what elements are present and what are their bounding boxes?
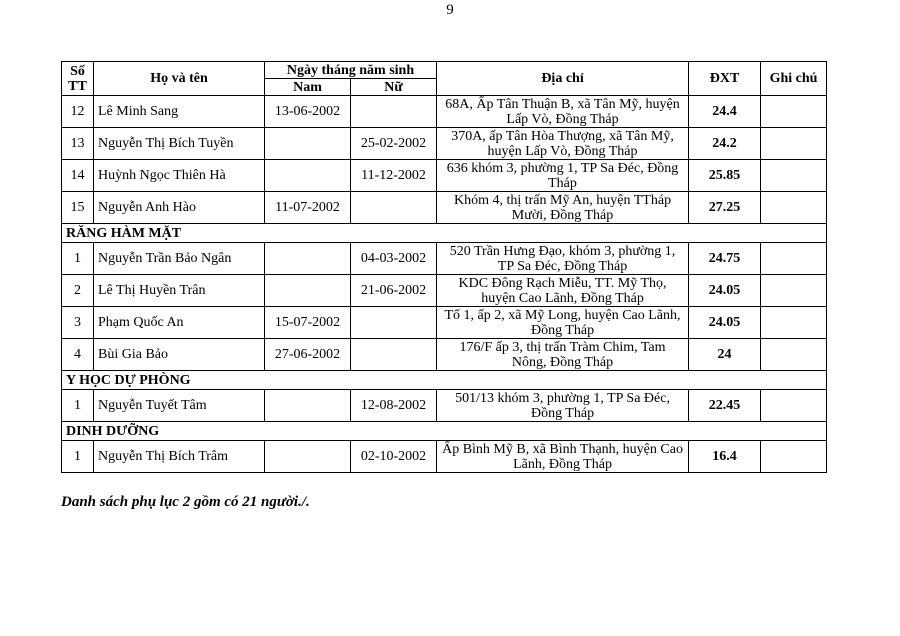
- row-number: 15: [62, 192, 94, 224]
- birth-date-male: [265, 275, 351, 307]
- score: 24.2: [689, 128, 761, 160]
- birth-date-male: 15-07-2002: [265, 307, 351, 339]
- row-number: 1: [62, 243, 94, 275]
- birth-date-female: 02-10-2002: [351, 441, 437, 473]
- birth-date-male: [265, 441, 351, 473]
- row-number: 4: [62, 339, 94, 371]
- note: [761, 96, 827, 128]
- full-name: Nguyễn Thị Bích Tuyền: [94, 128, 265, 160]
- section-header-row: [62, 224, 827, 243]
- note: [761, 441, 827, 473]
- birth-date-female: [351, 307, 437, 339]
- row-number: 14: [62, 160, 94, 192]
- page-number: 9: [446, 2, 454, 18]
- full-name: Nguyễn Trần Bảo Ngân: [94, 243, 265, 275]
- note: [761, 128, 827, 160]
- section-title: Y HỌC DỰ PHÒNG: [62, 371, 827, 390]
- row-number: 12: [62, 96, 94, 128]
- full-name: Nguyễn Tuyết Tâm: [94, 390, 265, 422]
- address: KDC Đông Rạch Miễu, TT. Mỹ Thọ, huyện Cao Lãnh, Đồng Tháp: [437, 275, 689, 307]
- header-male: Nam: [265, 79, 351, 96]
- address: 370A, ấp Tân Hòa Thượng, xã Tân Mỹ, huyện Lấp Vò, Đồng Tháp: [437, 128, 689, 160]
- score: 16.4: [689, 441, 761, 473]
- header-no: Số TT: [62, 62, 94, 96]
- table-row: [62, 128, 827, 160]
- birth-date-male: [265, 243, 351, 275]
- birth-date-male: 11-07-2002: [265, 192, 351, 224]
- table-row: [62, 339, 827, 371]
- table-row: [62, 441, 827, 473]
- row-number: 3: [62, 307, 94, 339]
- table-row: [62, 96, 827, 128]
- table-row: [62, 390, 827, 422]
- section-title: DINH DƯỠNG: [62, 422, 827, 441]
- row-number: 2: [62, 275, 94, 307]
- address: 68A, Ấp Tân Thuận B, xã Tân Mỹ, huyện Lấp Vò, Đồng Tháp: [437, 96, 689, 128]
- note: [761, 390, 827, 422]
- score: 24.75: [689, 243, 761, 275]
- birth-date-male: [265, 390, 351, 422]
- birth-date-female: 21-06-2002: [351, 275, 437, 307]
- score: 24.4: [689, 96, 761, 128]
- full-name: Lê Thị Huyền Trân: [94, 275, 265, 307]
- birth-date-female: [351, 96, 437, 128]
- birth-date-female: [351, 339, 437, 371]
- score: 24.05: [689, 307, 761, 339]
- full-name: Nguyễn Thị Bích Trâm: [94, 441, 265, 473]
- full-name: Phạm Quốc An: [94, 307, 265, 339]
- header-female: Nữ: [351, 79, 437, 96]
- section-header-row: [62, 371, 827, 390]
- note: [761, 339, 827, 371]
- birth-date-male: [265, 160, 351, 192]
- birth-date-male: 27-06-2002: [265, 339, 351, 371]
- birth-date-female: [351, 192, 437, 224]
- header-address: Địa chỉ: [437, 62, 689, 96]
- table-row: [62, 307, 827, 339]
- applicant-table: [61, 61, 827, 473]
- footer-note: Danh sách phụ lục 2 gồm có 21 người./.: [61, 494, 310, 510]
- birth-date-male: 13-06-2002: [265, 96, 351, 128]
- header-note: Ghi chú: [761, 62, 827, 96]
- address: Tổ 1, ấp 2, xã Mỹ Long, huyện Cao Lãnh, Đồng Tháp: [437, 307, 689, 339]
- birth-date-female: 11-12-2002: [351, 160, 437, 192]
- table-row: [62, 192, 827, 224]
- note: [761, 307, 827, 339]
- score: 24: [689, 339, 761, 371]
- section-header-row: [62, 422, 827, 441]
- full-name: Bùi Gia Bảo: [94, 339, 265, 371]
- birth-date-female: 12-08-2002: [351, 390, 437, 422]
- address: Ấp Bình Mỹ B, xã Bình Thạnh, huyện Cao Lãnh, Đồng Tháp: [437, 441, 689, 473]
- score: 24.05: [689, 275, 761, 307]
- address: 501/13 khóm 3, phường 1, TP Sa Đéc, Đồng Tháp: [437, 390, 689, 422]
- row-number: 13: [62, 128, 94, 160]
- note: [761, 243, 827, 275]
- table-row: [62, 160, 827, 192]
- note: [761, 275, 827, 307]
- header-name: Họ và tên: [94, 62, 265, 96]
- birth-date-female: 25-02-2002: [351, 128, 437, 160]
- address: Khóm 4, thị trấn Mỹ An, huyện TTháp Mười, Đồng Tháp: [437, 192, 689, 224]
- address: 520 Trần Hưng Đạo, khóm 3, phường 1, TP Sa Đéc, Đồng Tháp: [437, 243, 689, 275]
- score: 27.25: [689, 192, 761, 224]
- address: 176/F ấp 3, thị trấn Tràm Chim, Tam Nông, Đồng Tháp: [437, 339, 689, 371]
- table-row: [62, 243, 827, 275]
- header-score: ĐXT: [689, 62, 761, 96]
- note: [761, 160, 827, 192]
- section-title: RĂNG HÀM MẶT: [62, 224, 827, 243]
- full-name: Nguyễn Anh Hào: [94, 192, 265, 224]
- full-name: Huỳnh Ngọc Thiên Hà: [94, 160, 265, 192]
- score: 25.85: [689, 160, 761, 192]
- address: 636 khóm 3, phường 1, TP Sa Đéc, Đồng Tháp: [437, 160, 689, 192]
- score: 22.45: [689, 390, 761, 422]
- note: [761, 192, 827, 224]
- row-number: 1: [62, 390, 94, 422]
- birth-date-male: [265, 128, 351, 160]
- full-name: Lê Minh Sang: [94, 96, 265, 128]
- table-row: [62, 275, 827, 307]
- row-number: 1: [62, 441, 94, 473]
- birth-date-female: 04-03-2002: [351, 243, 437, 275]
- header-dob: Ngày tháng năm sinh: [265, 62, 437, 79]
